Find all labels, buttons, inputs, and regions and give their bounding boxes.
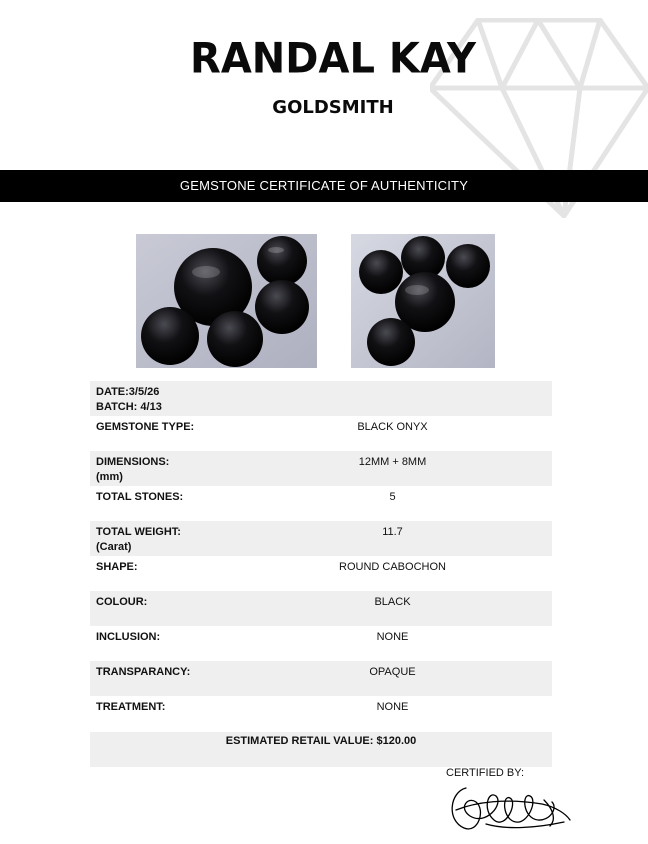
weight-unit: (Carat) bbox=[96, 541, 132, 553]
row-colour bbox=[90, 591, 552, 626]
row-total-stones bbox=[90, 486, 552, 521]
row-value: ROUND CABOCHON bbox=[339, 561, 446, 573]
row-value: 11.7 bbox=[382, 526, 403, 538]
signature-icon bbox=[446, 780, 576, 835]
row-inclusion bbox=[90, 626, 552, 661]
row-dimensions bbox=[90, 451, 552, 486]
row-label: COLOUR: bbox=[96, 596, 148, 608]
row-total-weight bbox=[90, 521, 552, 556]
brand-name: RANDAL KAY bbox=[190, 34, 476, 84]
row-shape bbox=[90, 556, 552, 591]
row-value: BLACK ONYX bbox=[357, 421, 428, 433]
retail-value-row bbox=[90, 732, 552, 767]
dimensions-label: DIMENSIONS: bbox=[96, 456, 170, 468]
row-label bbox=[96, 525, 246, 555]
certificate-details-table bbox=[90, 381, 552, 731]
row-label bbox=[96, 385, 246, 415]
row-value: NONE bbox=[376, 631, 409, 643]
row-gemstone-type bbox=[90, 416, 552, 451]
gemstone-photo-2 bbox=[351, 234, 495, 368]
row-value: OPAQUE bbox=[369, 666, 416, 678]
dimensions-unit: (mm) bbox=[96, 471, 123, 483]
brand-subtitle: GOLDSMITH bbox=[272, 97, 394, 118]
date-label: DATE:3/5/26 bbox=[96, 386, 160, 398]
row-value: 5 bbox=[389, 491, 396, 503]
row-label bbox=[96, 455, 246, 485]
row-label: TREATMENT: bbox=[96, 701, 166, 713]
certified-by-label: CERTIFIED BY: bbox=[446, 767, 525, 779]
row-label: GEMSTONE TYPE: bbox=[96, 421, 195, 433]
row-value: BLACK bbox=[374, 596, 411, 608]
gemstone-photo-1 bbox=[136, 234, 317, 368]
row-date-batch bbox=[90, 381, 552, 416]
row-label: TRANSPARANCY: bbox=[96, 666, 191, 678]
row-treatment bbox=[90, 696, 552, 731]
row-label: SHAPE: bbox=[96, 561, 138, 573]
row-label: INCLUSION: bbox=[96, 631, 161, 643]
row-transparancy bbox=[90, 661, 552, 696]
weight-label: TOTAL WEIGHT: bbox=[96, 526, 181, 538]
row-label: TOTAL STONES: bbox=[96, 491, 184, 503]
batch-label: BATCH: 4/13 bbox=[96, 401, 162, 413]
retail-value: ESTIMATED RETAIL VALUE: $120.00 bbox=[225, 735, 417, 747]
row-value: 12MM + 8MM bbox=[358, 456, 427, 468]
row-value: NONE bbox=[376, 701, 409, 713]
certificate-banner: GEMSTONE CERTIFICATE OF AUTHENTICITY bbox=[0, 170, 648, 202]
